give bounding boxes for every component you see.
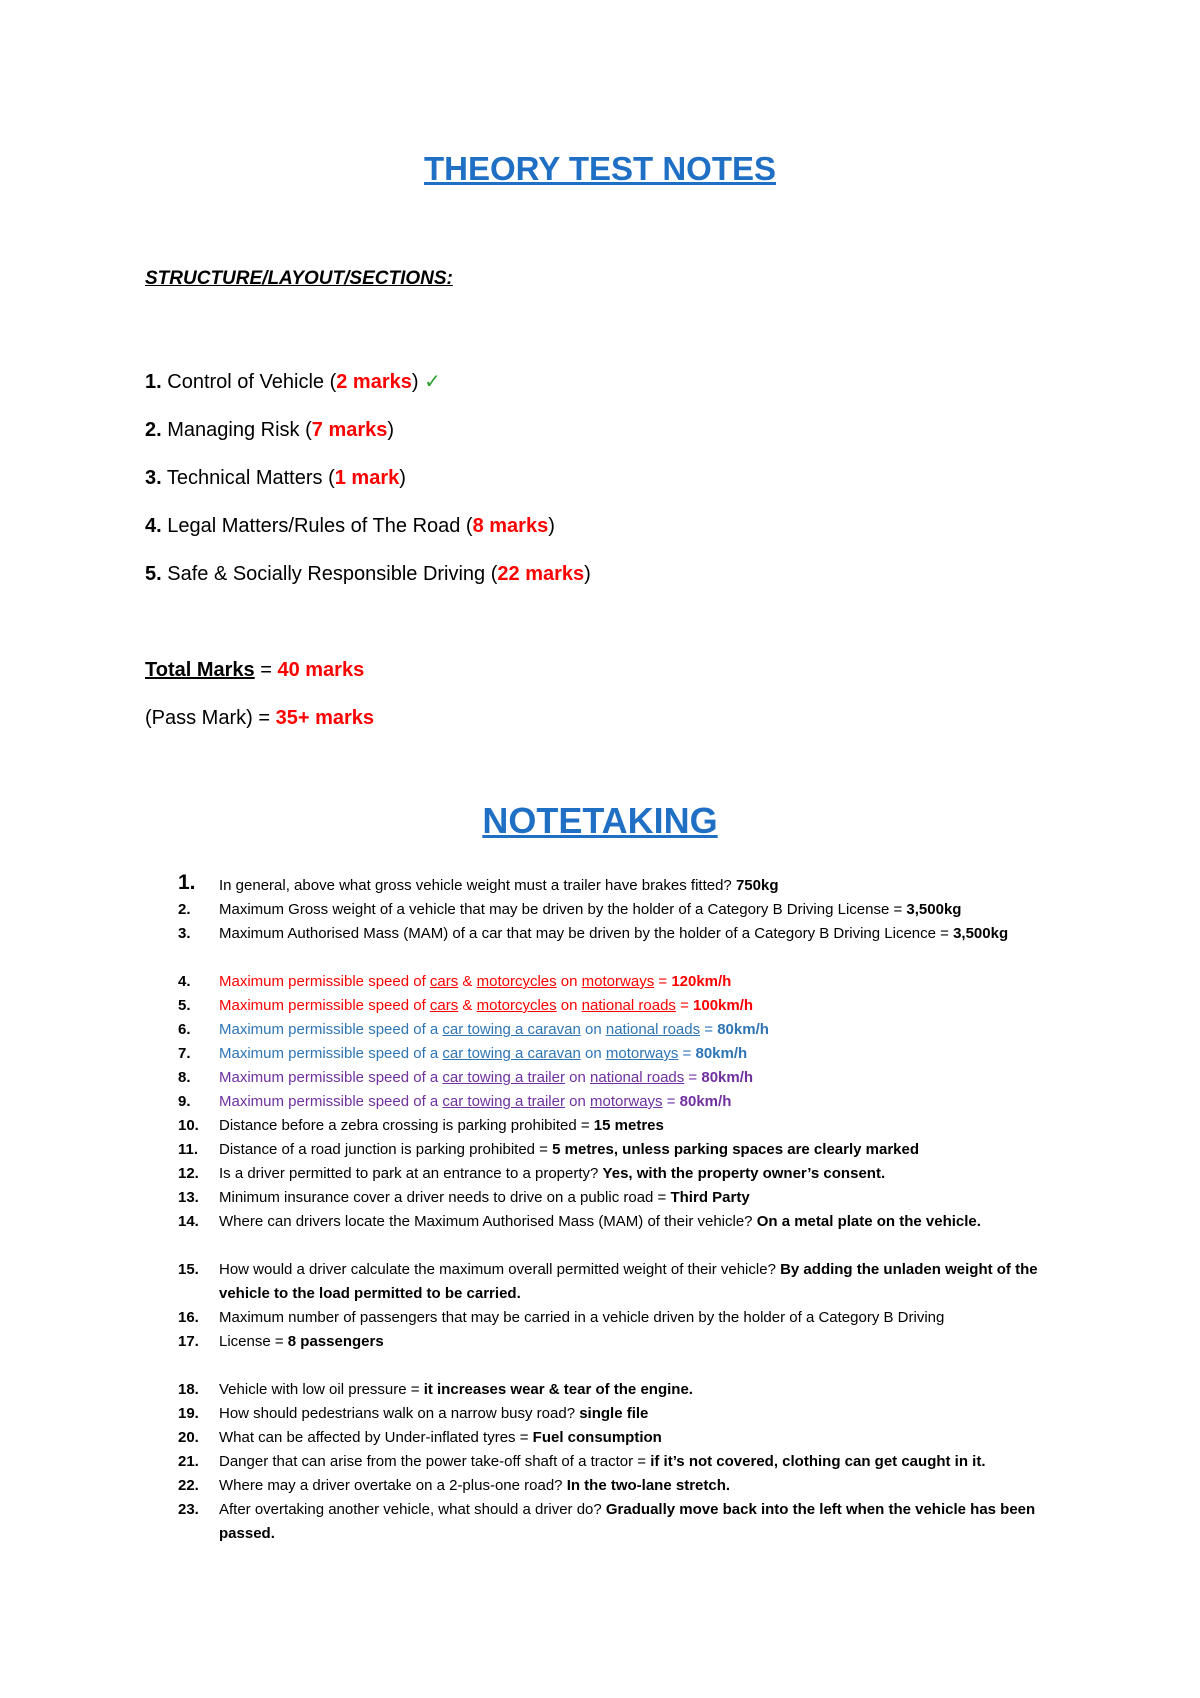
- speed-prefix: Maximum permissible speed of: [219, 973, 430, 990]
- note-answer: 5 metres, unless parking spaces are clearly marked: [552, 1141, 920, 1158]
- note-number: 3.: [178, 925, 191, 942]
- speed-prefix: Maximum permissible speed of: [219, 997, 430, 1014]
- note-number: 21.: [178, 1453, 199, 1470]
- speed-prefix: Maximum permissible speed of a: [219, 1045, 443, 1062]
- note-text: [219, 1450, 1069, 1474]
- note-answer: 750kg: [735, 877, 779, 894]
- note-answer: On a metal plate on the vehicle.: [756, 1213, 981, 1230]
- note-text: [219, 1258, 1069, 1306]
- note-number: 23.: [178, 1501, 199, 1518]
- note-answer: By adding the unladen weight of the vehicle to the load permitted to be carried.: [219, 1261, 1038, 1302]
- equals: =: [684, 1069, 702, 1086]
- note-text: [219, 1186, 1069, 1210]
- vehicle-type: motorcycles: [476, 997, 557, 1014]
- note-number: 12.: [178, 1165, 199, 1182]
- note-question: Distance of a road junction is parking prohibited =: [219, 1141, 553, 1158]
- section-name: Safe & Socially Responsible Driving: [167, 563, 486, 585]
- note-text: [219, 1402, 1069, 1426]
- amp: &: [458, 973, 477, 990]
- vehicle-type: cars: [429, 973, 459, 990]
- note-question: Distance before a zebra crossing is parking prohibited =: [219, 1117, 594, 1134]
- vehicle-type: car towing a trailer: [442, 1069, 565, 1086]
- note-number: 15.: [178, 1261, 199, 1278]
- equals: =: [662, 1093, 680, 1110]
- speed-value: 100km/h: [693, 997, 754, 1014]
- note-answer: 3,500kg: [953, 925, 1009, 942]
- section-number: 3.: [145, 467, 162, 489]
- note-question: Where can drivers locate the Maximum Authorised Mass (MAM) of their vehicle?: [219, 1213, 757, 1230]
- note-text: [219, 1066, 1069, 1090]
- on: on: [564, 1093, 591, 1110]
- section-marks: 8 marks: [472, 515, 549, 537]
- note-answer: Gradually move back into the left when the vehicle has been passed.: [219, 1501, 1036, 1542]
- note-number: 7.: [178, 1045, 191, 1062]
- note-question: Is a driver permitted to park at an entrance to a property?: [219, 1165, 603, 1182]
- speed-prefix: Maximum permissible speed of a: [219, 1069, 443, 1086]
- equals: =: [678, 1045, 696, 1062]
- note-number: 20.: [178, 1429, 199, 1446]
- speed-value: 120km/h: [671, 973, 732, 990]
- note-number: 6.: [178, 1021, 191, 1038]
- note-question: Maximum number of passengers that may be carried in a vehicle driven by the holder of a Category B Driving: [219, 1309, 945, 1326]
- note-answer: Third Party: [670, 1189, 750, 1206]
- vehicle-type: cars: [429, 997, 459, 1014]
- pass-mark: [145, 706, 374, 730]
- section-number: 5.: [145, 563, 162, 585]
- note-question: How should pedestrians walk on a narrow busy road?: [219, 1405, 580, 1422]
- on: on: [580, 1045, 606, 1062]
- equals: =: [654, 973, 672, 990]
- equals: =: [675, 997, 694, 1014]
- note-text: [219, 1474, 1069, 1498]
- section-item: 5. Safe & Socially Responsible Driving (22 marks): [145, 563, 591, 585]
- section-name: Control of Vehicle: [167, 371, 325, 393]
- vehicle-type: car towing a caravan: [442, 1045, 581, 1062]
- section-marks: 2 marks: [336, 371, 412, 393]
- note-number: 10.: [178, 1117, 199, 1134]
- note-answer: Yes, with the property owner’s consent.: [602, 1165, 886, 1182]
- note-text: [219, 1042, 1069, 1066]
- equals: =: [254, 659, 278, 681]
- note-number: 8.: [178, 1069, 191, 1086]
- road-type: motorways: [605, 1045, 679, 1062]
- note-question: After overtaking another vehicle, what should a driver do?: [219, 1501, 606, 1518]
- note-question: Where may a driver overtake on a 2-plus-one road?: [219, 1477, 567, 1494]
- note-text: [219, 1162, 1069, 1186]
- note-text: [219, 1114, 1069, 1138]
- section-item: 3. Technical Matters (1 mark): [145, 467, 406, 489]
- note-text: [219, 874, 1069, 898]
- note-answer: In the two-lane stretch.: [566, 1477, 731, 1494]
- pass-label: (Pass Mark): [145, 707, 253, 729]
- note-number: 19.: [178, 1405, 199, 1422]
- section-marks: 1 mark: [334, 467, 400, 489]
- notetaking-title: NOTETAKING: [482, 800, 718, 841]
- note-question: Danger that can arise from the power take-off shaft of a tractor =: [219, 1453, 651, 1470]
- section-number: 4.: [145, 515, 162, 537]
- note-question: Vehicle with low oil pressure =: [219, 1381, 424, 1398]
- section-marks: 7 marks: [311, 419, 388, 441]
- note-text: [219, 1378, 1069, 1402]
- page-title: THEORY TEST NOTES: [423, 150, 777, 187]
- section-number: 2.: [145, 419, 162, 441]
- note-number: 1.: [178, 871, 196, 894]
- total-value: 40 marks: [277, 659, 365, 681]
- note-text: [219, 994, 1069, 1018]
- on: on: [556, 973, 582, 990]
- note-question: What can be affected by Under-inflated tyres =: [219, 1429, 533, 1446]
- note-answer: Fuel consumption: [532, 1429, 662, 1446]
- total-label: Total Marks: [145, 659, 255, 681]
- note-question: How would a driver calculate the maximum overall permitted weight of their vehicle?: [219, 1261, 781, 1278]
- total-marks: [145, 658, 364, 682]
- section-name: Technical Matters: [166, 467, 323, 489]
- note-number: 16.: [178, 1309, 199, 1326]
- note-text: [219, 898, 1069, 922]
- checkmark-icon: ✓: [424, 371, 441, 393]
- pass-value: 35+ marks: [275, 707, 375, 729]
- equals: =: [700, 1021, 718, 1038]
- section-item: 4. Legal Matters/Rules of The Road (8 marks): [145, 515, 555, 537]
- note-answer: 3,500kg: [906, 901, 962, 918]
- amp: &: [458, 997, 477, 1014]
- note-text: [219, 1210, 1069, 1234]
- note-number: 17.: [178, 1333, 199, 1350]
- note-number: 14.: [178, 1213, 199, 1230]
- note-answer: 15 metres: [593, 1117, 664, 1134]
- note-answer: single file: [579, 1405, 649, 1422]
- note-question: In general, above what gross vehicle weight must a trailer have brakes fitted?: [219, 877, 736, 894]
- road-type: national roads: [590, 1069, 685, 1086]
- road-type: motorways: [581, 973, 655, 990]
- section-item: 2. Managing Risk (7 marks): [145, 419, 395, 441]
- speed-value: 80km/h: [695, 1045, 748, 1062]
- note-number: 9.: [178, 1093, 191, 1110]
- note-number: 11.: [178, 1141, 199, 1158]
- speed-prefix: Maximum permissible speed of a: [219, 1093, 443, 1110]
- note-question: License =: [219, 1333, 288, 1350]
- section-item: 1. Control of Vehicle (2 marks) ✓: [145, 371, 441, 393]
- note-question: Minimum insurance cover a driver needs to drive on a public road =: [219, 1189, 671, 1206]
- speed-value: 80km/h: [679, 1093, 732, 1110]
- note-number: 5.: [178, 997, 191, 1014]
- speed-prefix: Maximum permissible speed of a: [219, 1021, 443, 1038]
- on: on: [580, 1021, 606, 1038]
- note-number: 22.: [178, 1477, 199, 1494]
- note-answer: 8 passengers: [287, 1333, 384, 1350]
- vehicle-type: car towing a trailer: [442, 1093, 565, 1110]
- road-type: national roads: [605, 1021, 701, 1038]
- note-number: 4.: [178, 973, 191, 990]
- section-name: Managing Risk: [167, 419, 300, 441]
- note-text: [219, 1330, 1069, 1354]
- structure-heading: STRUCTURE/LAYOUT/SECTIONS:: [145, 268, 453, 289]
- speed-value: 80km/h: [701, 1069, 754, 1086]
- note-question: Maximum Gross weight of a vehicle that may be driven by the holder of a Category B Driving License =: [219, 901, 907, 918]
- note-text: [219, 1498, 1069, 1546]
- note-text: [219, 1138, 1069, 1162]
- section-name: Legal Matters/Rules of The Road: [167, 515, 461, 537]
- road-type: national roads: [581, 997, 676, 1014]
- road-type: motorways: [590, 1093, 663, 1110]
- equals: =: [252, 707, 276, 729]
- note-text: [219, 1090, 1069, 1114]
- note-text: [219, 1018, 1069, 1042]
- section-number: 1.: [145, 371, 162, 393]
- vehicle-type: motorcycles: [476, 973, 557, 990]
- note-number: 18.: [178, 1381, 199, 1398]
- vehicle-type: car towing a caravan: [442, 1021, 581, 1038]
- on: on: [564, 1069, 591, 1086]
- section-marks: 22 marks: [497, 563, 585, 585]
- speed-value: 80km/h: [717, 1021, 769, 1038]
- note-question: Maximum Authorised Mass (MAM) of a car that may be driven by the holder of a Category B Driving Licence =: [219, 925, 954, 942]
- note-text: [219, 922, 1069, 946]
- note-answer: it increases wear & tear of the engine.: [423, 1381, 693, 1398]
- note-number: 2.: [178, 901, 191, 918]
- on: on: [556, 997, 582, 1014]
- note-text: [219, 970, 1069, 994]
- note-answer: if it’s not covered, clothing can get caught in it.: [650, 1453, 986, 1470]
- note-text: [219, 1306, 1069, 1330]
- note-text: [219, 1426, 1069, 1450]
- note-number: 13.: [178, 1189, 199, 1206]
